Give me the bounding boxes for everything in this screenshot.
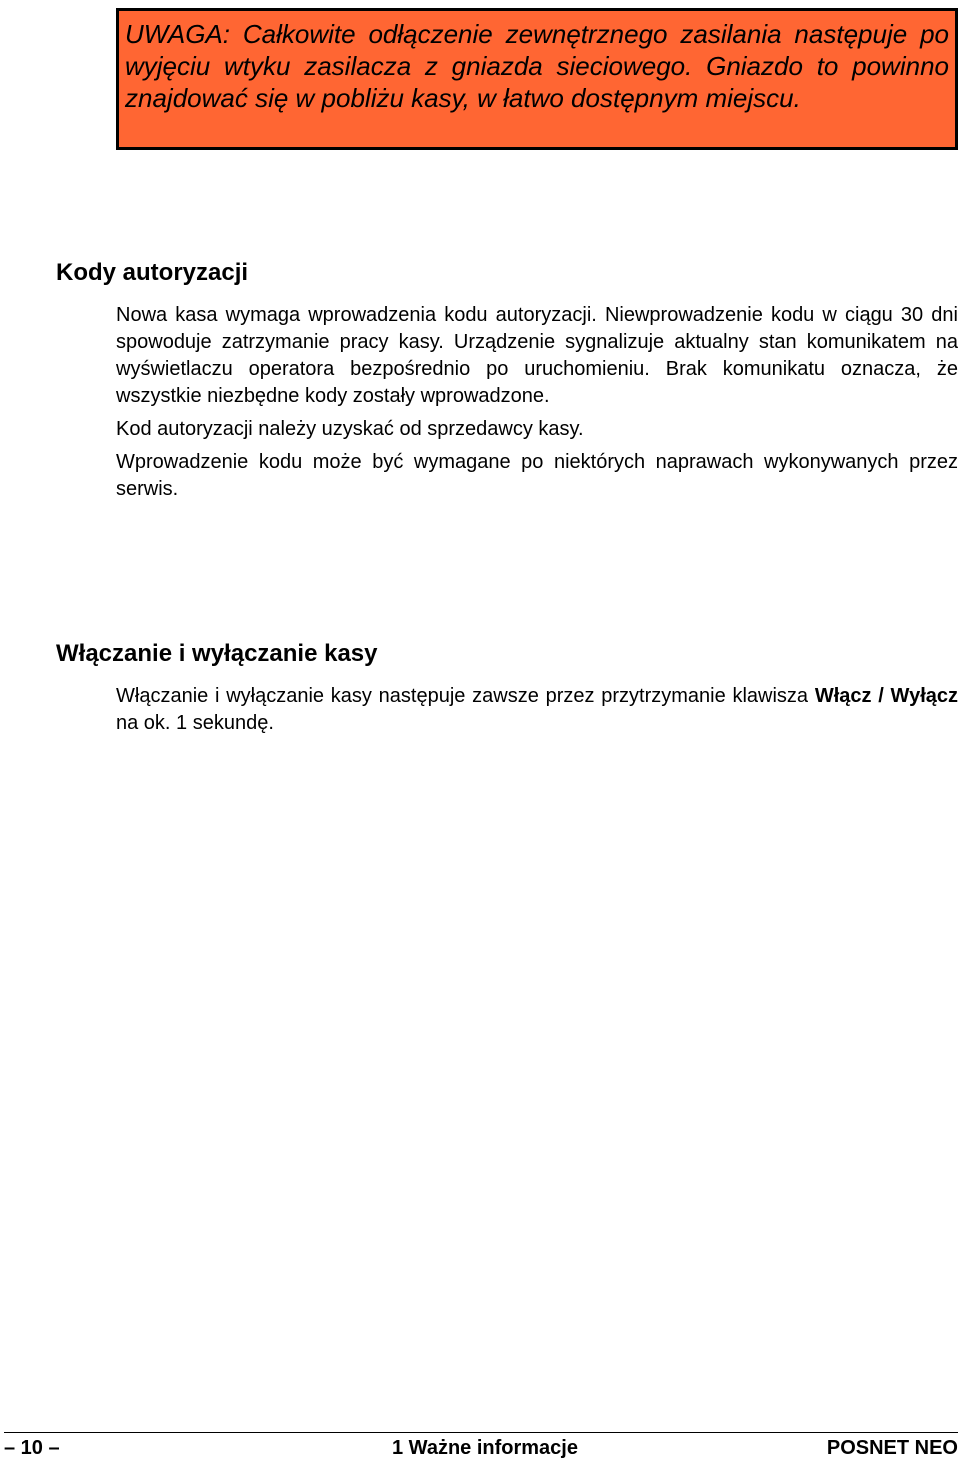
footer-product: POSNET NEO (826, 1437, 958, 1459)
warning-text: UWAGA: Całkowite odłączenie zewnętrznego zasilania następuje po wyjęciu wtyku zasilacza z gniazda sieciowego. Gniazdo to powinno znajdować się w pobliżu kasy, w łatwo dostępnym miejscu. (125, 19, 949, 113)
power-key-name: Włącz / Wyłącz (814, 685, 958, 707)
paragraph-auth-service: Wprowadzenie kodu może być wymagane po niektórych naprawach wykonywanych przez serwis. (116, 451, 958, 500)
footer-chapter: 1 Ważne informacje (392, 1437, 578, 1459)
authorization-section-body (116, 302, 958, 509)
power-text-after: na ok. 1 sekundę. (116, 712, 274, 734)
page-footer (4, 1432, 958, 1461)
heading-authorization-codes: Kody autoryzacji (56, 259, 249, 286)
warning-box (116, 8, 958, 150)
paragraph-auth-source: Kod autoryzacji należy uzyskać od sprzedawcy kasy. (116, 418, 584, 440)
power-text-before: Włączanie i wyłączanie kasy następuje zawsze przez przytrzymanie klawisza (116, 685, 815, 707)
paragraph-power-instructions (116, 683, 958, 737)
heading-power-on-off: Włączanie i wyłączanie kasy (56, 640, 378, 667)
paragraph-auth-requirement: Nowa kasa wymaga wprowadzenia kodu autoryzacji. Niewprowadzenie kodu w ciągu 30 dni spowoduje zatrzymanie pracy kasy. Urządzenie sygnalizuje aktualny stan komunikatem na wyświetlaczu operatora bezpośrednio po uruchomieniu. Brak komunikatu oznacza, że wszystkie niezbędne kody zostały wprowadzone. (116, 304, 958, 407)
power-section-body (116, 683, 958, 743)
footer-page-number: – 10 – (4, 1437, 60, 1459)
